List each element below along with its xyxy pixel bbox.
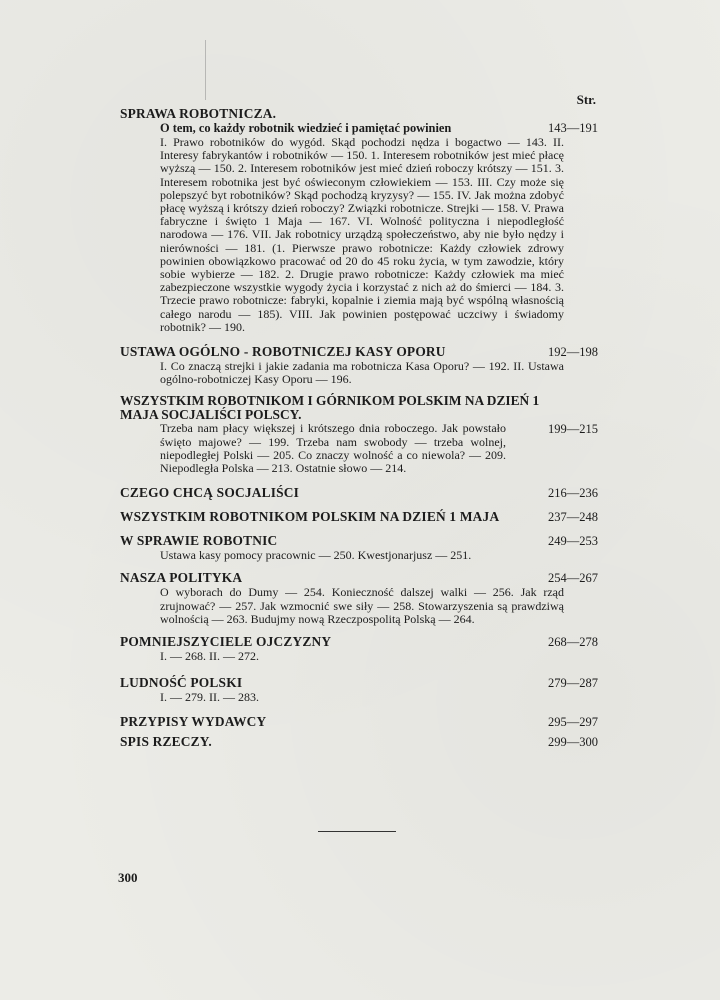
section-pages: 254—267 (548, 571, 598, 586)
section-title: CZEGO CHCĄ SOCJALIŚCI (120, 485, 300, 501)
section-pages: 249—253 (548, 534, 598, 549)
pages-column-header: Str. (576, 92, 596, 107)
section-description: I. Prawo robotników do wygód. Skąd pochodzi nędza i bogactwo — 143. II. Interesy fabrykantów i robotników — 150. 1. Interesem robotników jest mieć płacę wyższą — 150. 2. Interesem robotników jest mieć dzień roboczy krótszy — 151. 3. Interesem robotnika jest być oświeconym człowiekiem — 153. III. Czy może się polepszyć byt robotników? Skąd pochodzą kryzysy? — 155. IV. Jak można zdobyć płacę wyższą i krótszy dzień roboczy? Związki robotnicze. Strejki — 158. V. Prawa fabryczne i święto 1 Maja — 167. VI. Wolność polityczna i niepodległość narodowa — 176. VII. Jak robotnicy urządzą społeczeństwo, aby nie było nędzy i nierówności — 181. (1. Pierwsze prawo robotnicze: Każdy człowiek zdrowy powinien obowiązkowo pracować od 20 do 45 roku życia, w tym zawodzie, który sobie wybierze — 182. 2. Drugie prawo robotnicze: Każdy człowiek ma mieć zabezpieczone wszystkie wygody życia i korzystać z nich aż do śmierci — 184. 3. Trzecie prawo robotnicze: fabryki, kopalnie i ziemia mają być wspólną własnością całego narodu — 185). VIII. Jak powinien postępować uczciwy i świadomy robotnik? — 190. (160, 135, 564, 334)
section-description: Trzeba nam płacy większej i krótszego dnia roboczego. Jak powstało święto majowe? — 199. Trzeba nam swobody — trzeba wolnej, niepodległej Polski — 205. Co znaczy wolność a co niewola? — 209. Niepodległa Polska — 213. Ostatnie słowo — 214. (160, 421, 506, 476)
section-title: PRZYPISY WYDAWCY (120, 714, 267, 730)
toc-section-pomniejszyciele (120, 634, 598, 663)
section-title: WSZYSTKIM ROBOTNIKOM POLSKIM NA DZIEŃ 1 MAJA (120, 509, 500, 525)
closing-rule (318, 831, 396, 832)
pencil-mark (205, 40, 212, 100)
toc-section-1-maja-socjalisci (120, 394, 598, 475)
section-title: POMNIEJSZYCIELE OJCZYZNY (120, 634, 332, 650)
section-description: Ustawa kasy pomocy pracownic — 250. Kwestjonarjusz — 251. (160, 548, 472, 563)
section-title-row (120, 570, 598, 586)
section-title: WSZYSTKIM ROBOTNIKOM I GÓRNIKOM POLSKIM NA DZIEŃ 1 MAJA SOCJALIŚCI POLSCY. (120, 393, 540, 423)
section-pages: 192—198 (548, 345, 598, 360)
toc-section-czego-chca-socjalisci (120, 485, 598, 501)
section-title-row (120, 344, 598, 360)
section-pages: 268—278 (548, 635, 598, 650)
section-title-row (120, 634, 598, 650)
toc-section-przypisy-wydawcy (120, 714, 598, 730)
section-title: W SPRAWIE ROBOTNIC (120, 533, 278, 549)
section-description: I. — 279. II. — 283. (160, 690, 259, 705)
toc-section-nasza-polityka (120, 570, 598, 626)
section-description: O wyborach do Dumy — 254. Konieczność dalszej walki — 256. Jak rząd zrujnować? — 257. Jak wzmocnić swe siły — 258. Stowarzyszenia są prawdziwą wolnością — 263. Budujmy nową Rzeczpospolitą Polską — 264. (160, 585, 564, 626)
toc-section-ustawa-kasy-oporu (120, 344, 598, 386)
section-title-row (120, 714, 598, 730)
toc-section-spis-rzeczy (120, 734, 598, 750)
section-body-row (120, 422, 598, 475)
section-pages: 295—297 (548, 715, 598, 730)
section-title-row (120, 509, 598, 525)
toc-section-w-sprawie-robotnic (120, 533, 598, 562)
section-title: USTAWA OGÓLNO - ROBOTNICZEJ KASY OPORU (120, 344, 446, 360)
toc-section-ludnosc-polski (120, 675, 598, 704)
table-of-contents (120, 106, 598, 758)
section-title: LUDNOŚĆ POLSKI (120, 675, 243, 691)
section-description: I. — 268. II. — 272. (160, 649, 259, 664)
toc-section-sprawa-robotnicza (120, 106, 598, 334)
section-title: NASZA POLITYKA (120, 570, 243, 586)
section-title: SPIS RZECZY. (120, 734, 212, 750)
section-subtitle: O tem, co każdy robotnik wiedzieć i pamiętać powinien (160, 121, 452, 135)
toc-section-dzien-1-maja (120, 509, 598, 525)
section-pages: 199—215 (548, 422, 598, 437)
section-subtitle-row (120, 121, 598, 136)
section-pages: 237—248 (548, 510, 598, 525)
section-pages: 143—191 (548, 121, 598, 135)
section-title: SPRAWA ROBOTNICZA. (120, 106, 277, 121)
section-description: I. Co znaczą strejki i jakie zadania ma robotnicza Kasa Oporu? — 192. II. Ustawa ogólno-robotniczej Kasy Oporu — 196. (160, 359, 564, 387)
section-title-row (120, 533, 598, 549)
section-pages: 279—287 (548, 676, 598, 691)
section-title-row (120, 675, 598, 691)
section-pages: 299—300 (548, 735, 598, 750)
section-title-row (120, 485, 598, 501)
section-pages: 216—236 (548, 486, 598, 501)
section-title-row (120, 734, 598, 750)
page-number: 300 (118, 870, 138, 885)
